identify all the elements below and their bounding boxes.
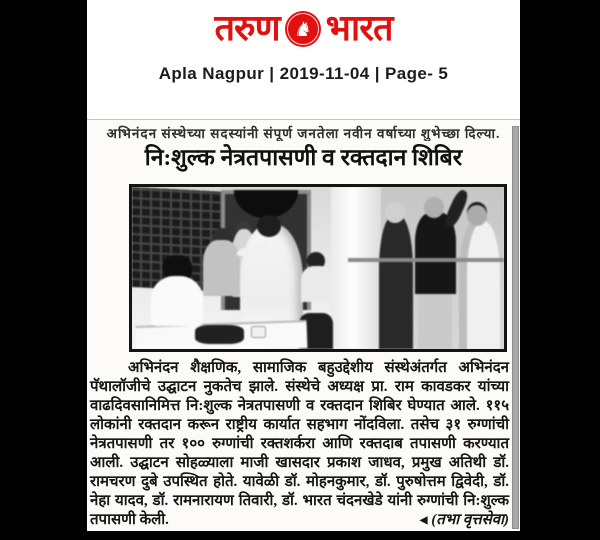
dignitary-right [459,221,500,349]
article-body-text: अभिनंदन शैक्षणिक, सामाजिक बहुउद्देशीय संस्थेअंतर्गत अभिनंदन पॅथालॉजीचे उद्घाटन नुकतेच झाले. संस्थेचे अध्यक्ष प्रा. राम कावडकर यांच्या वाढदिवसानिमित्त नि:शुल्क नेत्रतपासणी व रक्तदान शिबिर घेण्यात आले. ११५ लोकांनी रक्तदान करून राष्ट्रीय कार्यात सहभाग नोंदविला. तसेच ३१ रुग्णांची नेत्रतपासणी तर १०० रुग्णांची रक्तशर्करा आणि रक्तदाब तपासणी करण्यात आली. उद्घाटन सोहळ्याला माजी खासदार प्रकाश जाधव, प्रमुख अतिथी डॉ. रामचरण दुबे उपस्थित होते. यावेळी डॉ. मोहनकुमार, डॉ. पुरुषोत्तम द्विवेदी, डॉ. नेहा यादव, डॉ. रामनारायण तिवारी, डॉ. भारत चंदनखेडे यांनी रुग्णांची नि:शुल्क तपासणी केली. [90,360,509,528]
seated-figure-center [301,266,333,302]
masthead-word-tarun: तरुण [214,7,280,49]
horse-glyph: ♞ [293,16,312,41]
credit-text: (तभा वृत्तसेवा) [431,512,509,528]
article-headline: नि:शुल्क नेत्रतपासणी व रक्तदान शिबिर [144,145,463,170]
seated-woman [151,276,203,326]
clipped-previous-line: अभिनंदन संस्थेच्या सदस्यांनी संपूर्ण जनतेला नवीन वर्षाच्या शुभेच्छा दिल्या. [106,126,501,141]
news-clipping [87,120,520,531]
edition-date-page-line: Apla Nagpur | 2019-11-04 | Page- 5 [158,64,449,83]
masthead [87,0,520,52]
clipping-scrollbar[interactable] [512,126,519,529]
horse-emblem-icon [285,11,321,47]
article-body [90,359,509,530]
article-photo [129,184,507,352]
figure-behind [203,240,240,295]
news-service-credit [420,511,509,530]
inauguration-ribbon [348,258,504,261]
dignitary-left [379,216,412,349]
newspaper-page [87,0,520,531]
masthead-word-bharat: भारत [325,7,393,49]
pillar [331,187,381,349]
photo-artwork [132,187,504,349]
left-triangle-icon: ◀ [419,515,428,526]
